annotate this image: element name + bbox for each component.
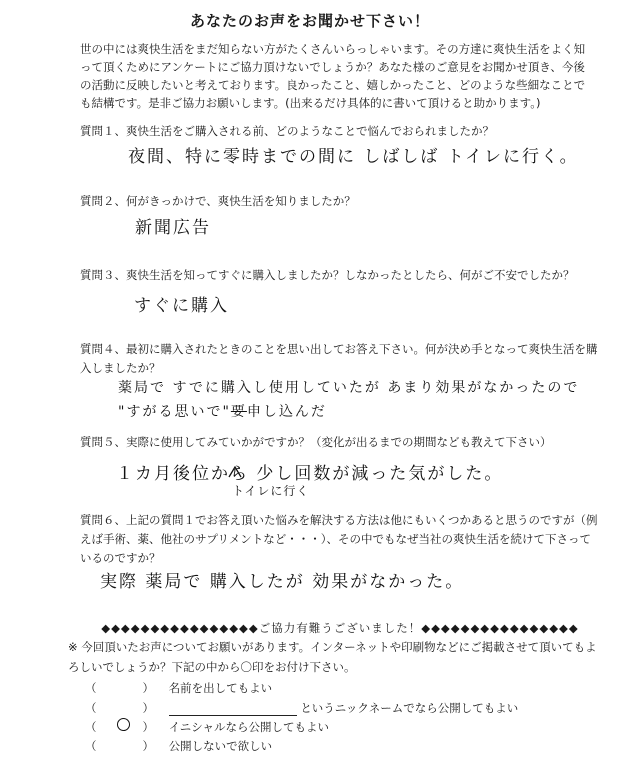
option-label: というニックネームでなら公開してもよい (300, 701, 519, 715)
answer-6: 実際 薬局で 購入したが 効果がなかった。 (100, 572, 465, 592)
thanks-line: ◆◆◆◆◆◆◆◆◆◆◆◆◆◆◆◆ご協力有難うございました！◆◆◆◆◆◆◆◆◆◆◆◆◆◆◆◆ (101, 621, 579, 635)
option-paren (85, 719, 165, 735)
option-private[interactable] (85, 738, 272, 754)
option-initials[interactable] (85, 719, 329, 735)
question-5: 質問５、実際に使用してみていかがですか？（変化が出るまでの期間なども教えて下さい） (80, 435, 552, 449)
option-paren: （ ） (85, 681, 154, 695)
answer-4-end: 申し込んだ (246, 404, 327, 420)
selected-circle-icon (117, 718, 130, 731)
nickname-blank[interactable] (169, 702, 297, 716)
question-3: 質問３、爽快生活を知ってすぐに購入しましたか？しなかったとしたら、何がご不安でしたか？ (80, 268, 575, 282)
page-title: あなたのお声をお聞かせ下さい！ (189, 12, 430, 30)
question-6: 質問６、上記の質問１でお答え頂いた悩みを解決する方法は他にもいくつかあると思うのですが（例えば手術、薬、他社のサプリメントなど・・・）、その中でもなぜ当社の爽快生活を続けて下さっているのですか？ (80, 513, 598, 565)
answer-4-quote: "すがる思いで" (118, 404, 231, 420)
intro-text: 世の中には爽快生活をまだ知らない方がたくさんいらっしゃいます。その方達に爽快生活をよく知って頂くためにアンケートにご協力頂けないでしょうか？あなた様のご意見をお聞かせ頂き、今後の活動に反映したいと考えております。良かったこと、嬉しかったこと、どのような些細なことでも結構です。是非ご協力お願いします。(出来るだけ具体的に書いて頂けると助かります。) (80, 42, 586, 110)
publication-note: ※ 今回頂いたお声についてお願いがあります。インターネットや印刷物などにご掲載させて頂いてもよろしいでしょうか？下記の中から〇印をお付け下さい。 (68, 640, 597, 674)
answer-3: すぐに購入 (134, 296, 229, 316)
answer-1: 夜間、特に零時までの間に しばしば トイレに行く。 (128, 147, 579, 167)
answer-4-strikethrough: 要 (230, 404, 247, 420)
question-1: 質問１、爽快生活をご購入される前、どのようなことで悩んでおられましたか？ (80, 124, 494, 138)
question-4: 質問４、最初に購入されたときのことを思い出してお答え下さい。何が決め手となって爽快生活を購入しましたか？ (80, 342, 598, 375)
answer-5: １カ月後位から 少し回数が減った気がした。 (116, 464, 504, 484)
option-label: イニシャルなら公開してもよい (168, 720, 329, 734)
option-paren-text: （ ） (85, 720, 154, 734)
answer-4-line-1: 薬局で すでに購入し使用していたが あまり効果がなかったので (118, 380, 580, 396)
answer-5-insert: トイレに行く (232, 484, 310, 498)
option-paren: （ ） (85, 739, 154, 753)
insertion-caret-icon (228, 466, 242, 478)
option-label: 公開しないで欲しい (168, 739, 273, 753)
option-paren: （ ） (85, 701, 154, 715)
option-nickname[interactable] (85, 700, 518, 716)
answer-2: 新聞広告 (135, 218, 211, 238)
answer-4-line-2 (118, 401, 327, 421)
question-2: 質問２、何がきっかけで、爽快生活を知りましたか？ (80, 194, 356, 208)
option-label: 名前を出してもよい (168, 681, 273, 695)
option-name[interactable] (85, 680, 272, 696)
